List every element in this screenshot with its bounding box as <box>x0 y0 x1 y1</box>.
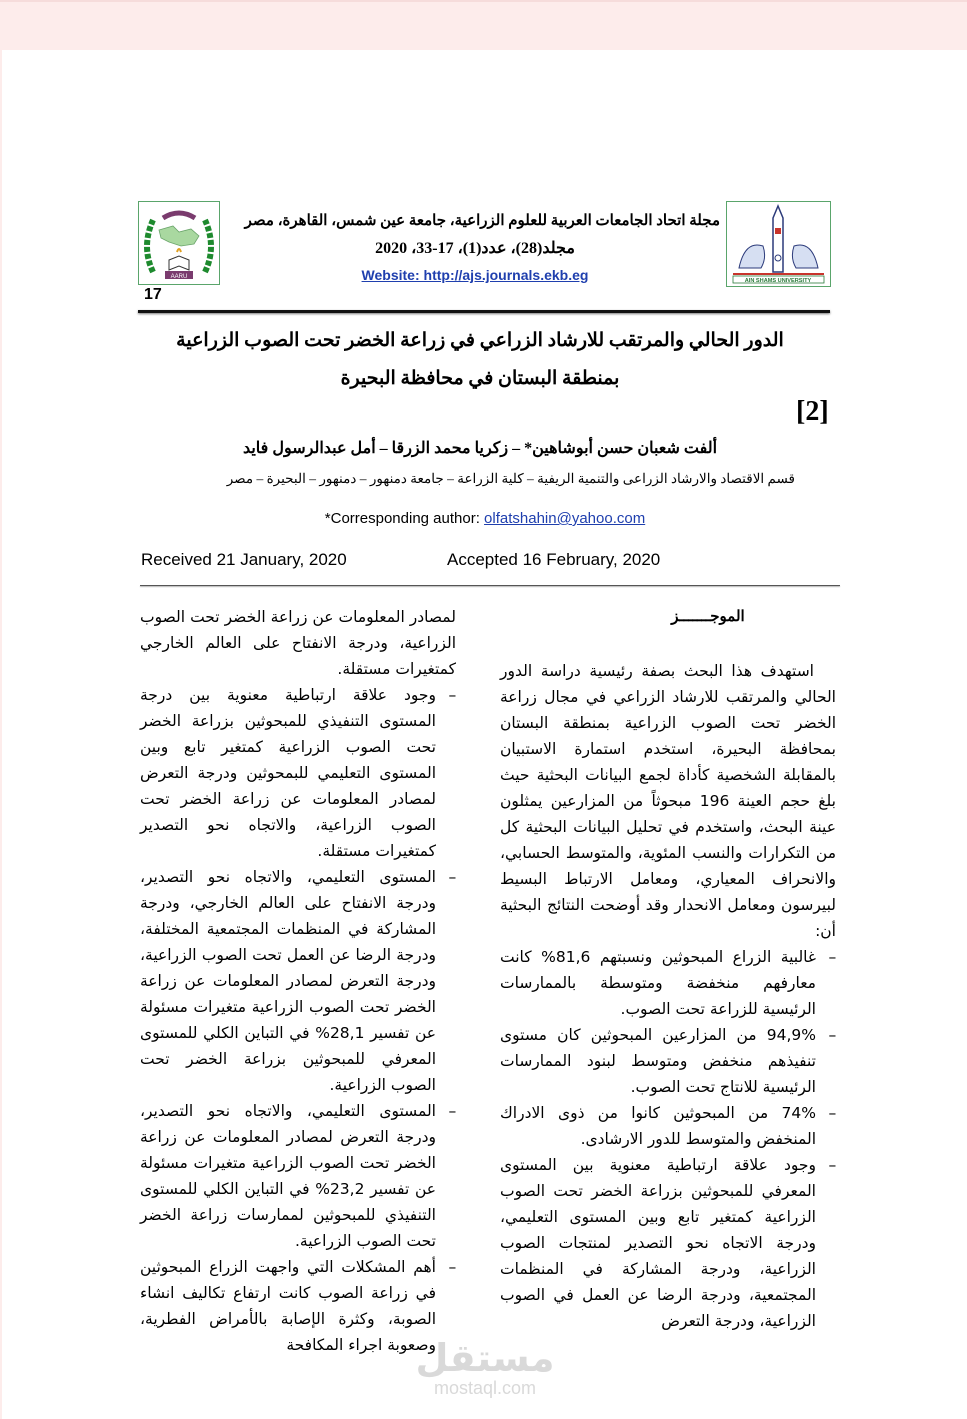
finding-item: – غالبية الزراع المبحوثين ونسبتهم 81,6% كانت معارفهم منخفضة ومتوسطة بالممارسات الرئيسية للزراعة تحت الصوب. <box>500 944 836 1022</box>
corresponding-email-link[interactable]: olfatshahin@yahoo.com <box>484 510 646 527</box>
corresponding-author-label: *Corresponding author: <box>324 510 485 527</box>
laurel-wreath-icon <box>139 202 219 284</box>
article-title: الدور الحالي والمرتقب للارشاد الزراعي في زراعة الخضر تحت الصوب الزراعية بمنطقة البستان في محافظة البحيرة <box>176 330 784 389</box>
header-divider <box>138 310 830 313</box>
abstract-column-right <box>500 604 836 1334</box>
abstract-intro: استهدف هذا البحث بصفة رئيسية دراسة الدور الحالي والمرتقب للارشاد الزراعي في مجال زراعة الخضر تحت الصوب الزراعية بمنطقة البستان بمحافظة البحيرة، استخدم استمارة الاستبيان بالمقابلة الشخصية كأداة لجمع البيانات البحثية حيث بلغ حجم العينة 196 مبحوثاً من المزارعين يمثلون عينة البحث، واستخدم في تحليل البيانات البحثية كل من التكرارات والنسب المئوية، والمتوسط الحسابي، والانحراف المعياري، ومعامل الارتباط البسيط لبيرسون ومعامل الانحدار وقد أوضحت النتائج البحثية أن: <box>500 662 836 940</box>
corresponding-author <box>250 510 720 527</box>
finding-item: – المستوى التعليمي، والاتجاه نحو التصدير، ودرجة التعرض لمصادر المعلومات عن زراعة الخضر تحت الصوب الزراعية متغيرات مسئولة عن تفسير 23,2% في التباين الكلي للمستوى التنفيذي للمبحوثين لممارسات زراعة الخضر تحت الصوب الزراعية. <box>140 1098 456 1254</box>
watermark-latin: mostaql.com <box>433 1378 537 1398</box>
watermark-arabic: مستقل <box>415 1336 555 1380</box>
journal-name: مجلة اتحاد الجامعات العربية للعلوم الزراعية، جامعة عين شمس، القاهرة، مصر <box>244 213 720 229</box>
journal-volume-issue: مجلد(28)، عدد(1)، 17-33، 2020 <box>375 240 575 257</box>
finding-item: – أهم المشكلات التي واجهت الزراع المبحوثين في زراعة الصوب كانت ارتفاع تكاليف انشاء الصوبة، وكثرة الإصابة بالأمراض الفطرية، وصعوبة اجراء المكافحة <box>140 1254 456 1358</box>
finding-item: – وجود علاقة ارتباطية معنوية بين المستوى المعرفي للمبحوثين بزراعة الخضر تحت الصوب الزراعية كمتغير تابع وبين المستوى التعليمي، ودرجة الاتجاه نحو التصدير لمنتجات الصوب الزراعية، ودرجة المشاركة في المنظمات المجتمعية، ودرجة الرضا عن العمل في الصوب الزراعية، ودرجة التعرض <box>500 1152 836 1334</box>
obelisk-falcons-icon <box>727 202 830 286</box>
page-number: 17 <box>144 286 162 303</box>
finding-continuation: لمصادر المعلومات عن زراعة الخضر تحت الصوب الزراعية، ودرجة الانفتاح على العالم الخارجي كمتغيرات مستقلة. <box>140 608 456 678</box>
finding-item: – المستوى التعليمي، والاتجاه نحو التصدير، ودرجة الانفتاح على العالم الخارجي، ودرجة المشاركة في المنظمات المجتمعية المختلفة، ودرجة الرضا عن العمل تحت الصوب الزراعية، ودرجة التعرض لمصادر المعلومات عن زراعة الخضر تحت الصوب الزراعية متغيرات مسئولة عن تفسير 28,1% في التباين الكلي للمستوى المعرفي للمبحوثين بزراعة الخضر تحت الصوب الزراعية. <box>140 864 456 1098</box>
authors: ألفت شعبان حسن أبوشاهين* – زكريا محمد الزرقا – أمل عبدالرسول فايد <box>242 440 718 457</box>
aaru-logo-label: AARU <box>170 274 188 280</box>
finding-item: – 74% من المبحوثين كانوا من ذوى الادراك المنخفض والمتوسط للدور الارشادى. <box>500 1100 836 1152</box>
received-date: Received 21 January, 2020 <box>141 550 347 569</box>
finding-item: – 94,9% من المزارعين المبحوثين كان مستوى تنفيذهم منخفض ومتوسط لبنود الممارسات الرئيسية للانتاج تحت الصوب. <box>500 1022 836 1100</box>
aaru-logo <box>138 201 220 285</box>
journal-website-link[interactable]: Website: http://ajs.journals.ekb.eg <box>361 267 589 283</box>
ain-shams-logo-label: AIN SHAMS UNIVERSITY <box>744 278 812 284</box>
abstract-column-left <box>140 604 456 1358</box>
finding-item: – وجود علاقة ارتباطية معنوية بين درجة المستوى التنفيذي للمبحوثين بزراعة الخضر تحت الصوب الزراعية كمتغير تابع وبين المستوى التعليمي للبمحوثين ودرجة التعرض لمصادر المعلومات عن زراعة الخضر تحت الصوب الزراعية، والاتجاه نحو التصدير كمتغيرات مستقلة. <box>140 682 456 864</box>
abstract-heading: الموجـــــــز <box>671 609 745 625</box>
ain-shams-logo <box>726 201 831 287</box>
reference-number: [2] <box>796 396 829 427</box>
section-divider <box>140 585 840 586</box>
affiliation: قسم الاقتصاد والارشاد الزراعى والتنمية الريفية – كلية الزراعة – جامعة دمنهور – دمنهور – البحيرة – مصر <box>226 471 795 486</box>
viewer-top-band <box>0 0 967 52</box>
accepted-date: Accepted 16 February, 2020 <box>447 550 661 569</box>
